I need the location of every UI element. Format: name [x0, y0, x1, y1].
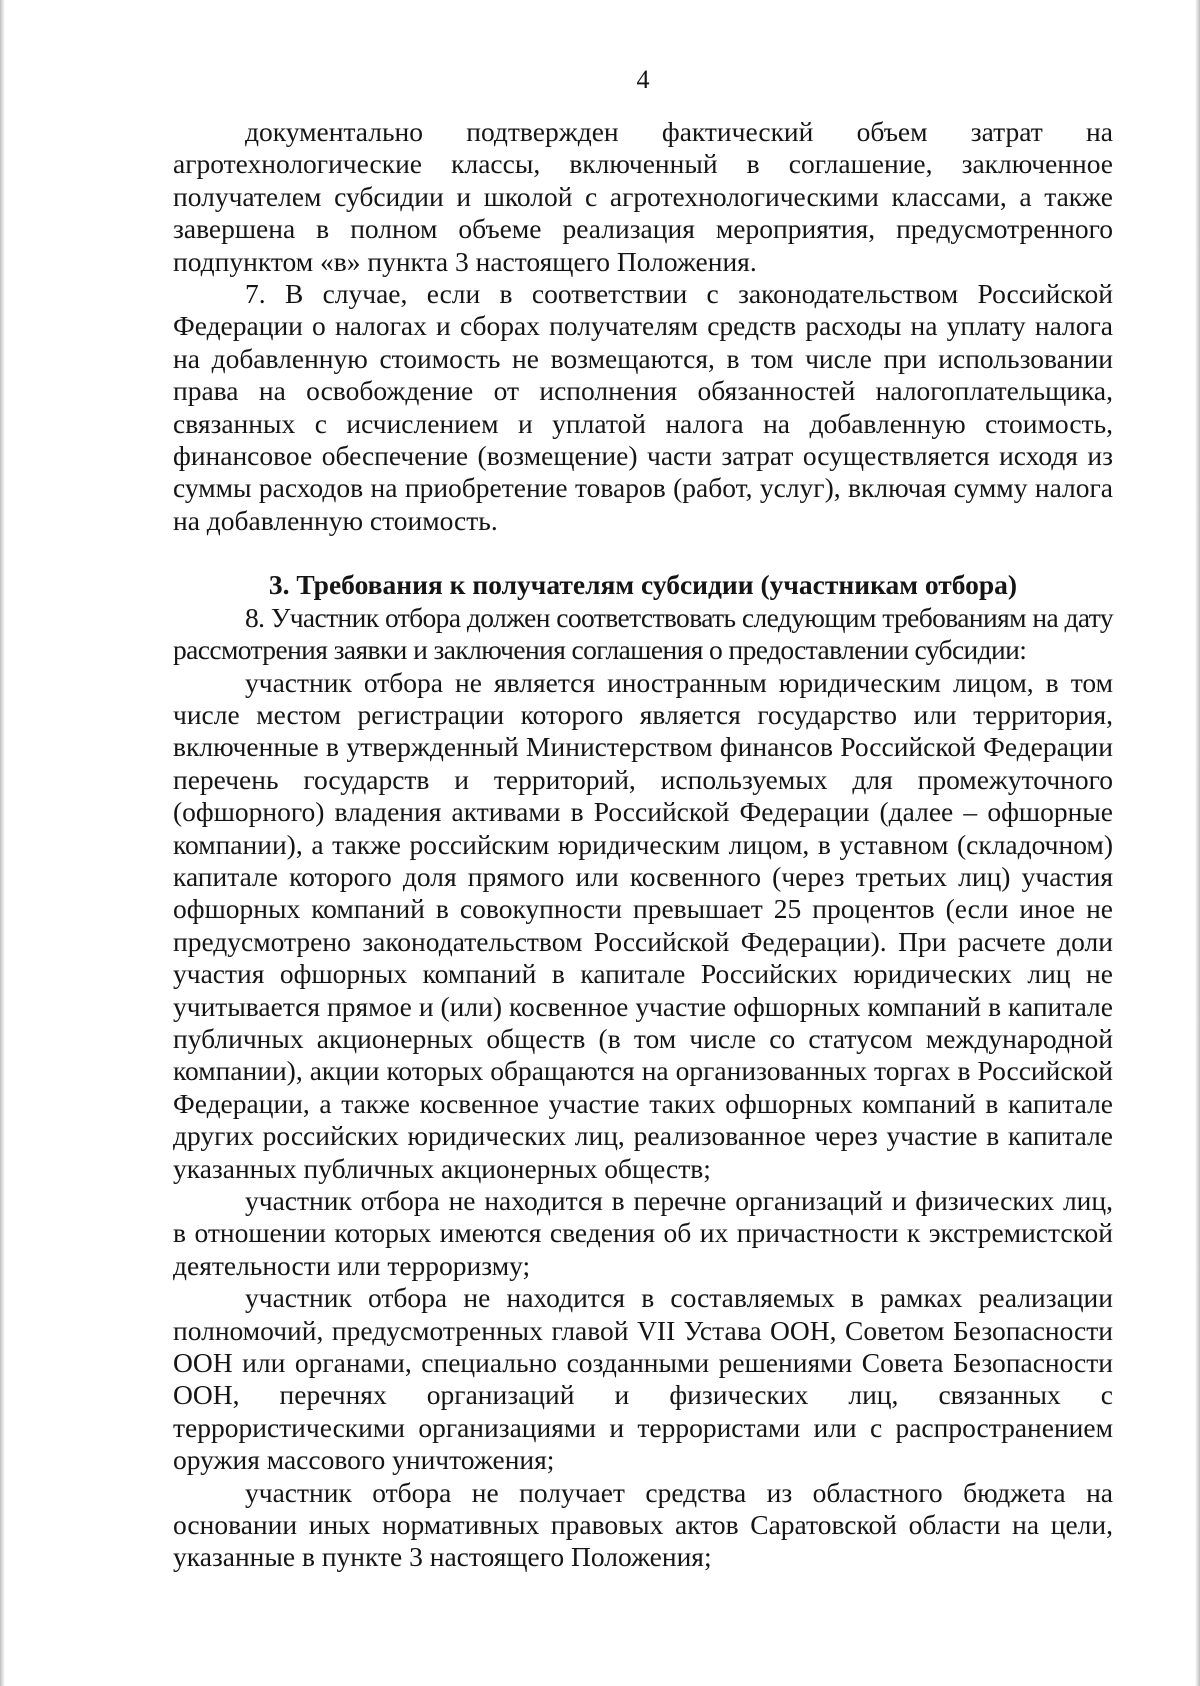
document-page [173, 64, 1113, 1574]
scan-edge-left [0, 0, 5, 1686]
section-spacer [173, 537, 1113, 569]
paragraph-extremism-requirement: участник отбора не находится в перечне организаций и физических лиц, в отношении которых имеются сведения об их причастности к экстремистской деятельности или терроризму; [173, 1185, 1113, 1281]
section-heading: 3. Требования к получателям субсидии (участникам отбора) [268, 569, 1018, 601]
paragraph-un-list-requirement: участник отбора не находится в составляемых в рамках реализации полномочий, предусмотренных главой VII Устава ООН, Советом Безопасности ООН или органами, специально созданными решениями Совета Безопасности ООН, перечнях организаций и физических лиц, связанных с террористическими организациями и террористами или с распространением оружия массового уничтожения; [173, 1282, 1113, 1476]
paragraph-offshore-requirement: участник отбора не является иностранным юридическим лицом, в том числе местом регистрации которого является государство или территория, включенные в утвержденный Министерством финансов Российской Федерации перечень государств и территорий, используемых для промежуточного (офшорного) владения активами в Российской Федерации (далее – офшорные компании), а также российским юридическим лицом, в уставном (складочном) капитале которого доля прямого или косвенного (через третьих лиц) участия офшорных компаний в совокупности превышает 25 процентов (если иное не предусмотрено законодательством Российской Федерации). При расчете доли участия офшорных компаний в капитале Российских юридических лиц не учитывается прямое и (или) косвенное участие офшорных компаний в капитале публичных акционерных обществ (в том числе со статусом международной компании), акции которых обращаются на организованных торгах в Российской Федерации, а также косвенное участие таких офшорных компаний в капитале других российских юридических лиц, реализованное через участие в капитале указанных публичных акционерных обществ; [173, 666, 1113, 1184]
paragraph-regional-budget-requirement: участник отбора не получает средства из областного бюджета на основании иных нормативных правовых актов Саратовской области на цели, указанные в пункте 3 настоящего Положения; [173, 1476, 1113, 1573]
scan-edge-right [1195, 0, 1200, 1686]
page-number: 4 [636, 65, 650, 94]
paragraph-cost-confirmation: документально подтвержден фактический объем затрат на агротехнологические классы, включенный в соглашение, заключенное получателем субсидии и школой с агротехнологическими классами, а также завершена в полном объеме реализация мероприятия, предусмотренного подпунктом «в» пункта 3 настоящего Положения. [173, 116, 1113, 277]
paragraph-item-8-requirements: 8. Участник отбора должен соответствовать следующим требованиям на дату рассмотрения заявки и заключения соглашения о предоставлении субсидии: [173, 601, 1113, 666]
paragraph-item-7-vat: 7. В случае, если в соответствии с законодательством Российской Федерации о налогах и сборах получателям средств расходы на уплату налога на добавленную стоимость не возмещаются, в том числе при использовании права на освобождение от исполнения обязанностей налогоплательщика, связанных с исчислением и уплатой налога на добавленную стоимость, финансовое обеспечение (возмещение) части затрат осуществляется исходя из суммы расходов на приобретение товаров (работ, услуг), включая сумму налога на добавленную стоимость. [173, 278, 1113, 536]
